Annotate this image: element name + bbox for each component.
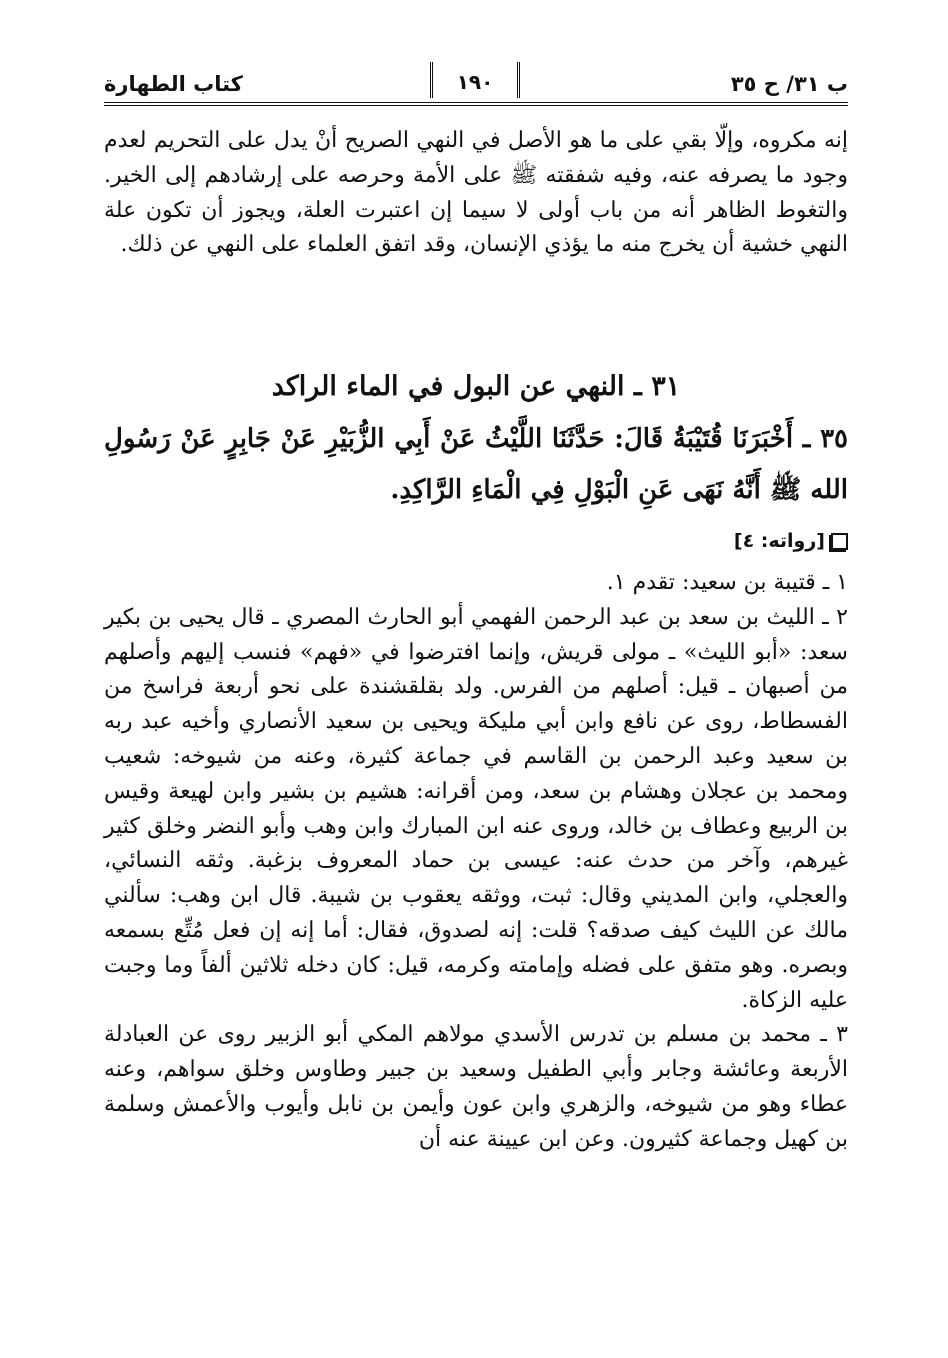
page-number-frame	[430, 62, 520, 98]
intro-block	[104, 124, 848, 263]
narrator-entry: ٢ ـ الليث بن سعد بن عبد الرحمن الفهمي أبو الحارث المصري ـ قال يحيى بن بكير سعد: «أبو الليث» ـ مولى قريش، وإنما افترضوا في «فهم» فنسب إليهم وأصلهم من أصبهان ـ قيل: أصلهم من الفرس. ولد بقلقشندة على نحو أربعة فراسخ من الفسطاط، روى عن نافع وابن أبي مليكة ويحيى بن سعيد الأنصاري وأخيه عبد ربه بن سعيد وعبد الرحمن بن القاسم في جماعة كثيرة، وعنه من شيوخه: شعيب ومحمد بن عجلان وهشام بن سعد، ومن أقرانه: هشيم بن بشير وابن لهيعة وقيس بن الربيع وعطاف بن خالد، وروى عنه ابن المبارك وابن وهب وأبو النضر وخلق كثير غيرهم، وآخر من حدث عنه: عيسى بن حماد المعروف بزغبة. وثقه النسائي، والعجلي، وابن المديني وقال: ثبت، ووثقه يعقوب بن شيبة. قال ابن وهب: سألني مالك عن الليث كيف صدقه؟ قلت: إنه لصدوق، فقال: أما إنه إن فعل مُتِّع بسمعه وبصره. وهو متفق على فضله وإمامته وكرمه، قيل: كان دخله ثلاثين ألفاً وما وجبت عليه الزكاة.	[104, 604, 848, 1013]
page-number: ١٩٠	[456, 70, 494, 94]
intro-paragraph: إنه مكروه، وإلّا بقي على ما هو الأصل في النهي الصريح أنْ يدل على التحريم لعدم وجود ما يصرفه عنه، وفيه شفقته ﷺ على الأمة وحرصه على إرشادهم إلى الخير. والتغوط الظاهر أنه من باب أولى لا سيما إن اعتبرت العلة، ويجوز أن تكون علة النهي خشية أن يخرج منه ما يؤذي الإنسان، وقد اتفق العلماء على النهي عن ذلك.	[104, 128, 848, 258]
narrators-heading	[734, 530, 848, 552]
narrators-heading-label: [رواته: ٤]	[733, 530, 825, 552]
header-divider	[104, 102, 848, 106]
book-title: كتاب الطهارة	[104, 72, 243, 96]
hadith-text: ٣٥ ـ أَخْبَرَنَا قُتَيْبَةُ قَالَ: حَدَّثَنَا اللَّيْثُ عَنْ أَبِي الزُّبَيْرِ عَنْ جَابِرٍ عَنْ رَسُولِ الله ﷺ أَنَّهُ نَهَى عَنِ الْبَوْلِ فِي الْمَاءِ الرَّاكِدِ.	[104, 424, 848, 505]
narrators-block	[104, 566, 848, 1158]
square-bullet-icon	[831, 533, 848, 550]
chapter-reference: ب ٣١/ ح ٣٥	[730, 72, 848, 96]
narrator-entry: ١ ـ قتيبة بن سعيد: تقدم ١.	[606, 570, 848, 595]
section-title: ٣١ ـ النهي عن البول في الماء الراكد	[271, 371, 681, 402]
narrator-entry: ٣ ـ محمد بن مسلم بن تدرس الأسدي مولاهم المكي أبو الزبير روى عن العبادلة الأربعة وعائشة وجابر وأبي الطفيل وسعيد بن جبير وطاوس وخلق سواهم، وعنه عطاء وهو من شيوخه، والزهري وابن عون وأيمن بن نابل وأيوب والأعمش وسلمة بن كهيل وجماعة كثيرون. وعن ابن عيينة عنه أن	[104, 1022, 848, 1152]
